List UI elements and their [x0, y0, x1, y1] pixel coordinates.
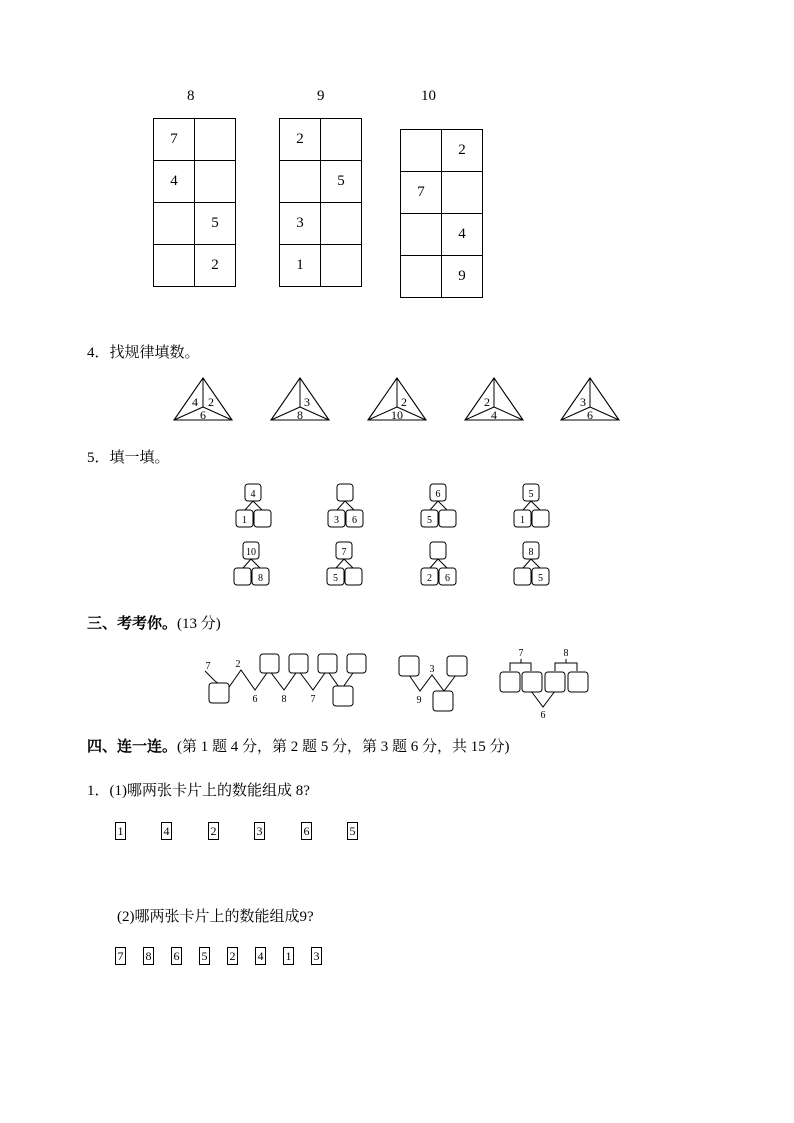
triangle-right-value[interactable]: 2 — [401, 395, 407, 409]
table-cell[interactable] — [321, 119, 362, 161]
triangle-puzzle-4 — [465, 378, 523, 422]
number-card[interactable]: 2 — [208, 822, 219, 840]
bond-right-value[interactable]: 6 — [445, 573, 450, 584]
number-card[interactable]: 6 — [301, 822, 312, 840]
q5-title: 5．填一填。 — [87, 450, 170, 466]
bond-right-value[interactable]: 6 — [352, 515, 357, 526]
number-table-8 — [153, 118, 236, 287]
triangle-right-value[interactable]: 2 — [208, 395, 214, 409]
number-card[interactable]: 5 — [199, 947, 210, 965]
bond-left-value[interactable]: 1 — [242, 515, 247, 526]
number-table-9 — [279, 118, 362, 287]
section-4-title: 四、连一连。 — [87, 737, 178, 755]
q4-title: 4．找规律填数。 — [87, 345, 200, 361]
chain-box[interactable] — [347, 654, 366, 673]
chain-number: 7 — [205, 661, 211, 672]
chain-box[interactable] — [522, 672, 542, 692]
chain-number: 9 — [416, 695, 422, 706]
chain-box[interactable] — [318, 654, 337, 673]
table-cell[interactable]: 5 — [321, 161, 362, 203]
number-card[interactable]: 6 — [171, 947, 182, 965]
chain-zigzag — [531, 691, 555, 707]
table-header-8: 8 — [187, 88, 195, 104]
number-bond-7 — [421, 542, 456, 585]
table-cell[interactable]: 7 — [154, 119, 195, 161]
number-card[interactable]: 3 — [254, 822, 265, 840]
table-cell[interactable] — [442, 172, 483, 214]
number-card[interactable]: 7 — [115, 947, 126, 965]
chain-box[interactable] — [568, 672, 588, 692]
chain-number: 8 — [563, 648, 569, 659]
table-cell[interactable]: 2 — [442, 130, 483, 172]
number-bond-4 — [514, 484, 549, 527]
bond-left-value[interactable]: 5 — [427, 515, 432, 526]
table-cell[interactable] — [154, 203, 195, 245]
table-cell[interactable] — [401, 256, 442, 298]
chain-connector — [205, 671, 215, 681]
table-cell[interactable] — [401, 214, 442, 256]
number-card[interactable]: 1 — [283, 947, 294, 965]
table-cell[interactable]: 2 — [280, 119, 321, 161]
number-card[interactable]: 3 — [311, 947, 322, 965]
chain-box[interactable] — [289, 654, 308, 673]
number-bond-6 — [327, 542, 362, 585]
triangle-bottom-value[interactable]: 4 — [491, 408, 497, 422]
bond-right-value[interactable]: 8 — [258, 573, 263, 584]
table-cell[interactable] — [401, 130, 442, 172]
chain-zigzag — [409, 675, 456, 691]
table-cell[interactable]: 2 — [195, 245, 236, 287]
triangle-bottom-value[interactable]: 6 — [200, 408, 206, 422]
table-cell[interactable] — [280, 161, 321, 203]
triangle-left-value[interactable]: 4 — [192, 395, 198, 409]
chain-number: 2 — [235, 659, 241, 670]
triangle-bottom-value[interactable]: 8 — [297, 408, 303, 422]
table-cell[interactable] — [321, 245, 362, 287]
chain-number: 3 — [429, 664, 435, 675]
triangle-puzzle-5 — [561, 378, 619, 422]
section-3-title: 三、考考你。 — [87, 614, 178, 632]
number-bond-2 — [328, 484, 363, 527]
chain-box[interactable] — [260, 654, 279, 673]
chain-box[interactable] — [399, 656, 419, 676]
bond-left-value[interactable]: 5 — [333, 573, 338, 584]
chain-box[interactable] — [433, 691, 453, 711]
number-bond-1 — [236, 484, 271, 527]
chain-bracket — [510, 663, 531, 671]
table-cell[interactable]: 9 — [442, 256, 483, 298]
q1-part2-prompt: (2)哪两张卡片上的数能组成9? — [117, 909, 314, 925]
triangle-left-value[interactable]: 2 — [484, 395, 490, 409]
table-cell[interactable]: 1 — [280, 245, 321, 287]
chain-bracket — [555, 663, 577, 671]
number-chain-c — [500, 648, 588, 721]
bond-left-value[interactable]: 2 — [427, 573, 432, 584]
chain-number: 8 — [281, 694, 287, 705]
number-chain-b — [399, 656, 467, 711]
number-bond-5 — [234, 542, 269, 585]
bond-left-value[interactable]: 3 — [334, 515, 339, 526]
table-header-9: 9 — [317, 88, 325, 104]
number-card[interactable]: 5 — [347, 822, 358, 840]
triangle-row — [0, 370, 794, 430]
table-cell[interactable] — [195, 119, 236, 161]
table-cell[interactable]: 3 — [280, 203, 321, 245]
number-card[interactable]: 4 — [161, 822, 172, 840]
table-cell[interactable] — [321, 203, 362, 245]
number-table-10 — [400, 129, 483, 298]
number-card[interactable]: 4 — [255, 947, 266, 965]
bond-top-value[interactable]: 8 — [528, 547, 534, 558]
bond-top-value[interactable]: 7 — [341, 547, 347, 558]
chain-box[interactable] — [333, 686, 353, 706]
number-bond-3 — [421, 484, 456, 527]
section-3-score: (13 分) — [177, 616, 221, 632]
bond-left-value[interactable]: 1 — [520, 515, 525, 526]
number-chain-area — [0, 645, 794, 725]
chain-box[interactable] — [545, 672, 565, 692]
chain-number: 7 — [518, 648, 524, 659]
triangle-bottom-value[interactable]: 10 — [391, 408, 403, 422]
chain-number: 6 — [252, 694, 258, 705]
number-card[interactable]: 1 — [115, 822, 126, 840]
table-cell[interactable]: 7 — [401, 172, 442, 214]
section-4-score: (第 1 题 4 分，第 2 题 5 分，第 3 题 6 分，共 15 分) — [177, 739, 510, 755]
bond-top-value[interactable]: 5 — [528, 489, 534, 500]
table-header-10: 10 — [421, 88, 436, 104]
number-card[interactable]: 8 — [143, 947, 154, 965]
triangle-bottom-value[interactable]: 6 — [587, 408, 593, 422]
section-4-heading — [87, 735, 510, 756]
chain-box[interactable] — [500, 672, 520, 692]
table-cell[interactable]: 4 — [154, 161, 195, 203]
number-bond-8 — [514, 542, 549, 585]
q1-part1-prompt: 1．(1)哪两张卡片上的数能组成 8? — [87, 783, 310, 799]
chain-box[interactable] — [209, 683, 229, 703]
table-cell[interactable]: 5 — [195, 203, 236, 245]
number-card[interactable]: 2 — [227, 947, 238, 965]
triangle-puzzle-1 — [174, 378, 232, 422]
bond-right-value[interactable]: 5 — [538, 573, 543, 584]
triangle-left-value[interactable]: 3 — [580, 395, 586, 409]
triangle-puzzle-2 — [271, 378, 329, 422]
table-cell[interactable] — [154, 245, 195, 287]
bond-top-value[interactable]: 4 — [250, 489, 256, 500]
bond-top-value[interactable]: 10 — [246, 547, 256, 558]
chain-box[interactable] — [447, 656, 467, 676]
chain-number: 7 — [310, 694, 316, 705]
chain-number: 6 — [540, 710, 546, 721]
table-cell[interactable]: 4 — [442, 214, 483, 256]
section-3-heading — [87, 612, 221, 633]
table-cell[interactable] — [195, 161, 236, 203]
triangle-puzzle-3 — [368, 378, 426, 422]
bond-top-value[interactable]: 6 — [435, 489, 441, 500]
number-chain-a — [205, 654, 366, 706]
number-bond-grid — [0, 475, 794, 600]
triangle-right-value[interactable]: 3 — [304, 395, 310, 409]
